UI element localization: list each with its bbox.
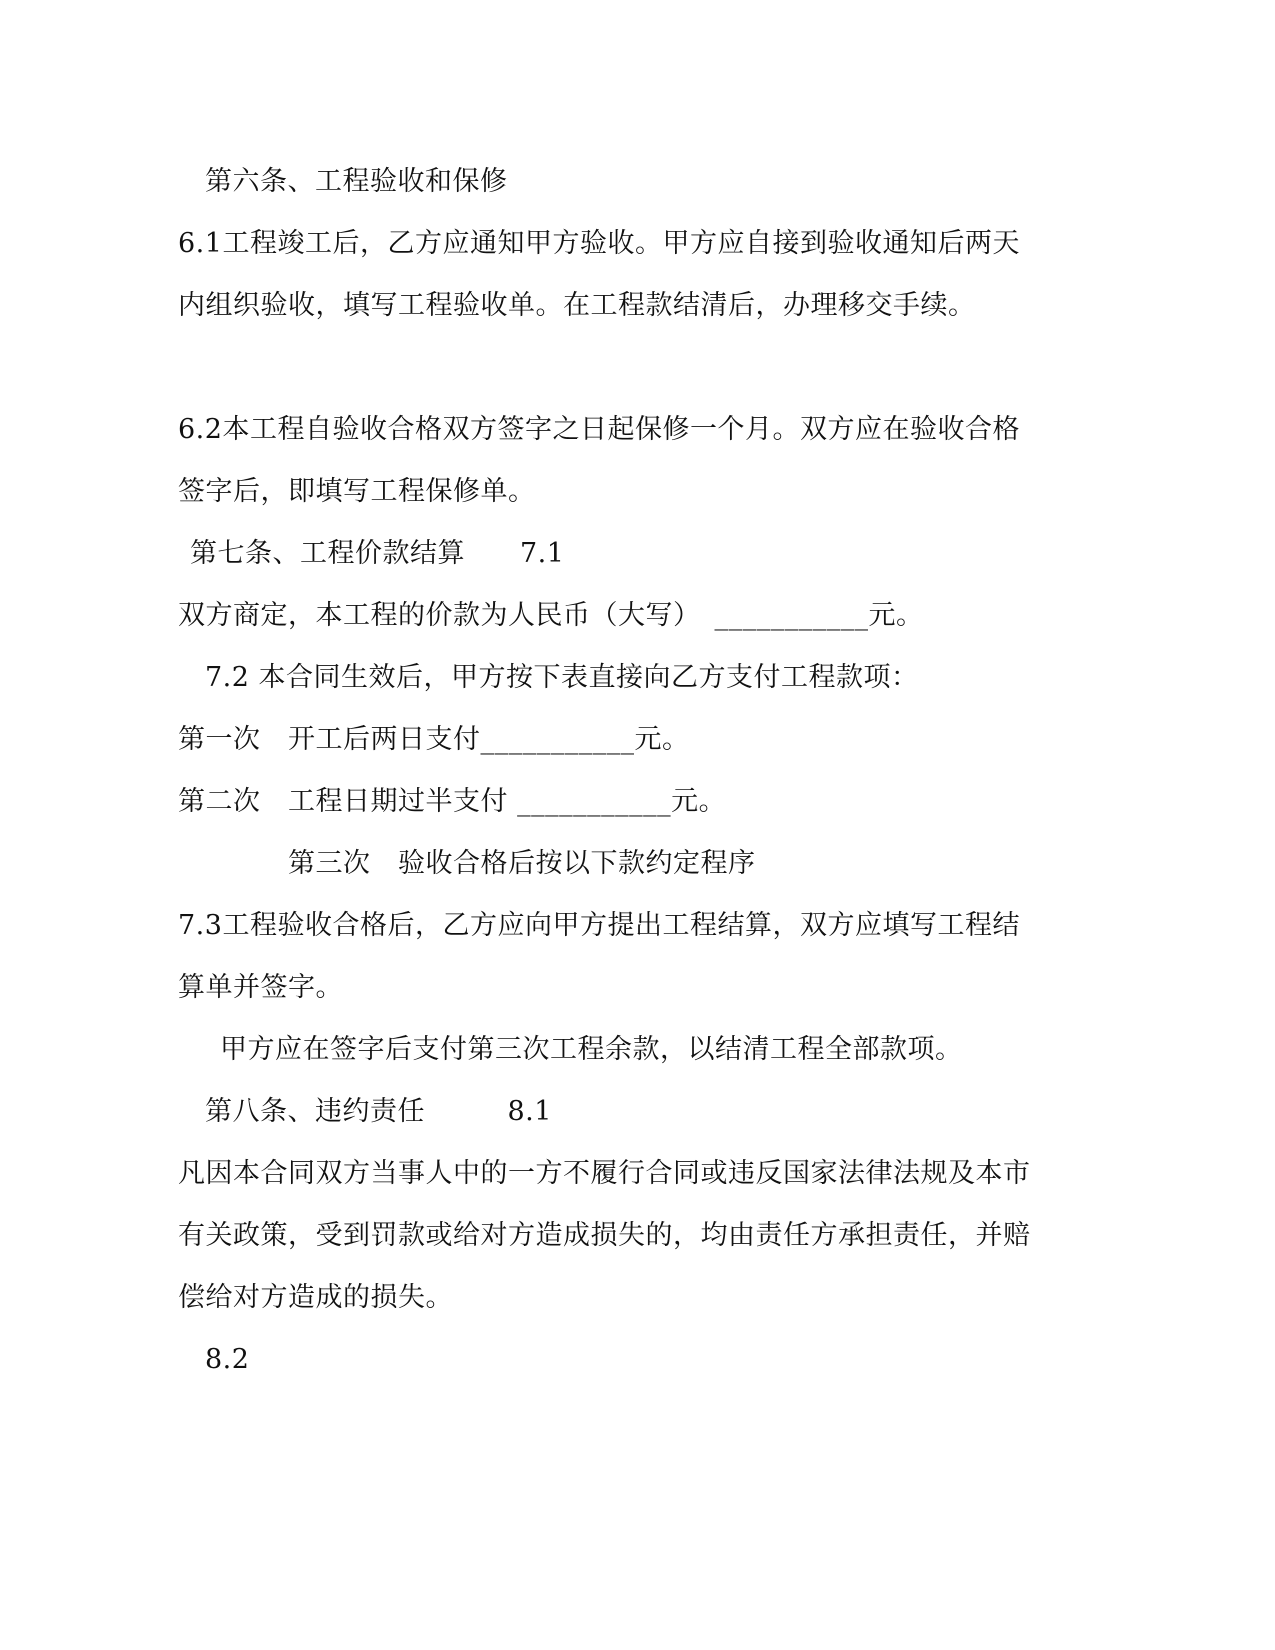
clause-8-2-label: 8.2 bbox=[205, 1344, 250, 1375]
clause-6-2-line-2: 签字后，即填写工程保修单。 bbox=[178, 476, 536, 507]
payment-third: 第三次 验收合格后按以下款约定程序 bbox=[288, 848, 756, 879]
final-payment-text: 甲方应在签字后支付第三次工程余款，以结清工程全部款项。 bbox=[220, 1034, 963, 1065]
clause-8-1-line-2: 有关政策，受到罚款或给对方造成损失的，均由责任方承担责任，并赔 bbox=[178, 1220, 1031, 1251]
clause-7-3-line-2: 算单并签字。 bbox=[178, 972, 343, 1003]
clause-8-1-line-3: 偿给对方造成的损失。 bbox=[178, 1282, 453, 1313]
clause-7-1-text: 双方商定，本工程的价款为人民币（大写） ___________元。 bbox=[178, 600, 924, 631]
clause-6-2-line-1: 6.2本工程自验收合格双方签字之日起保修一个月。双方应在验收合格 bbox=[178, 414, 1020, 445]
article-8-heading: 第八条、违约责任 8.1 bbox=[205, 1096, 552, 1127]
payment-first: 第一次 开工后两日支付___________元。 bbox=[178, 724, 690, 755]
article-7-heading: 第七条、工程价款结算 7.1 bbox=[190, 538, 565, 569]
clause-6-1-line-2: 内组织验收，填写工程验收单。在工程款结清后，办理移交手续。 bbox=[178, 290, 976, 321]
payment-second: 第二次 工程日期过半支付 ___________元。 bbox=[178, 786, 727, 817]
clause-6-1-line-1: 6.1工程竣工后，乙方应通知甲方验收。甲方应自接到验收通知后两天 bbox=[178, 228, 1020, 259]
clause-8-1-line-1: 凡因本合同双方当事人中的一方不履行合同或违反国家法律法规及本市 bbox=[178, 1158, 1031, 1189]
clause-7-2-text: 7.2 本合同生效后，甲方按下表直接向乙方支付工程款项： bbox=[205, 662, 919, 693]
article-6-heading: 第六条、工程验收和保修 bbox=[205, 166, 508, 197]
clause-7-3-line-1: 7.3工程验收合格后，乙方应向甲方提出工程结算，双方应填写工程结 bbox=[178, 910, 1020, 941]
